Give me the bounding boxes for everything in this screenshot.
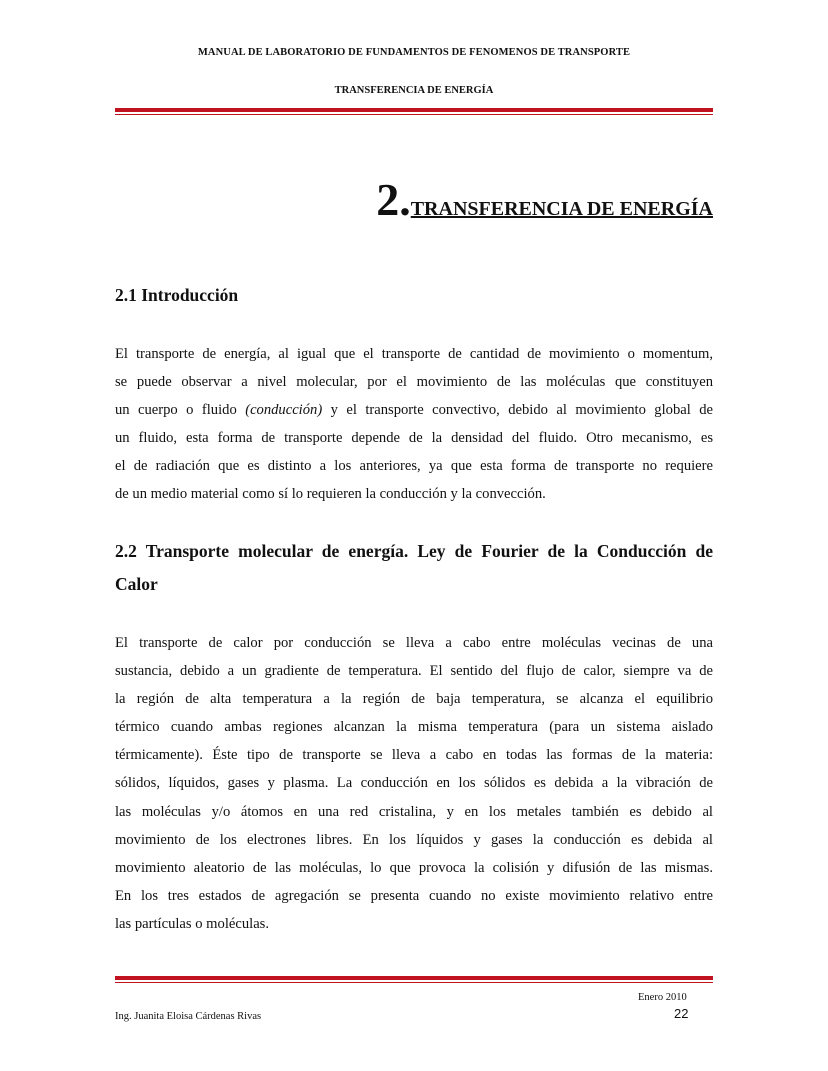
paragraph-text: y el transporte convectivo, debido al movimiento global de: [322, 402, 713, 419]
paragraph-text: un cuerpo o fluido: [115, 402, 246, 419]
chapter-heading: [376, 175, 713, 234]
paragraph-line: térmico cuando ambas regiones alcanzan la misma temperatura (para un sistema aislado: [115, 719, 713, 736]
paragraph-line: En los tres estados de agregación se presenta cuando no existe movimiento relativo entre: [115, 887, 713, 904]
footer-date: Enero 2010: [638, 992, 687, 1003]
paragraph-introduccion: [115, 340, 713, 509]
running-header-manual-title: MANUAL DE LABORATORIO DE FUNDAMENTOS DE FENOMENOS DE TRANSPORTE: [197, 47, 631, 58]
section-heading-fourier-line1: 2.2 Transporte molecular de energía. Ley de Fourier de la Conducción de: [115, 541, 713, 561]
running-header-chapter: TRANSFERENCIA DE ENERGÍA: [334, 85, 494, 96]
paragraph-line: térmicamente). Éste tipo de transporte se lleva a cabo en todas las formas de la materia:: [115, 747, 713, 764]
paragraph-line: movimiento aleatorio de las moléculas, lo que provoca la colisión y difusión de las mismas.: [115, 859, 713, 876]
section-heading-introduccion: 2.1 Introducción: [115, 285, 239, 305]
paragraph-line: [115, 396, 713, 424]
paragraph-line: un fluido, esta forma de transporte depende de la densidad del fluido. Otro mecanismo, es: [115, 430, 713, 447]
page-number: 22: [674, 1006, 689, 1021]
paragraph-line: las partículas o moléculas.: [115, 915, 269, 932]
paragraph-line: de un medio material como sí lo requieren la conducción y la convección.: [115, 486, 546, 503]
paragraph-line: El transporte de calor por conducción se lleva a cabo entre moléculas vecinas de una: [115, 635, 713, 651]
paragraph-line: las moléculas y/o átomos en una red cristalina, y en los metales también es debido al: [115, 803, 713, 820]
chapter-title: TRANSFERENCIA DE ENERGÍA: [410, 198, 713, 220]
paragraph-line: El transporte de energía, al igual que el transporte de cantidad de movimiento o momentum,: [115, 346, 713, 362]
emphasis-conduccion: (conducción): [245, 402, 323, 419]
footer-divider: [115, 976, 713, 983]
footer-author: Ing. Juanita Eloisa Cárdenas Rivas: [115, 1011, 262, 1022]
chapter-number: 2.: [376, 174, 411, 225]
paragraph-line: movimiento de los electrones libres. En los líquidos y gases la conducción es debida al: [115, 831, 713, 848]
paragraph-line: la región de alta temperatura a la región de baja temperatura, se alcanza el equilibrio: [115, 691, 713, 708]
header-divider: [115, 108, 713, 115]
paragraph-fourier: [115, 629, 713, 938]
paragraph-line: el de radiación que es distinto a los anteriores, ya que esta forma de transporte no requiere: [115, 458, 713, 475]
paragraph-line: sólidos, líquidos, gases y plasma. La conducción en los sólidos es debida a la vibración de: [115, 775, 713, 792]
paragraph-line: se puede observar a nivel molecular, por el movimiento de las moléculas que constituyen: [115, 374, 713, 391]
paragraph-line: sustancia, debido a un gradiente de temperatura. El sentido del flujo de calor, siempre va de: [115, 663, 713, 680]
section-heading-fourier-line2: Calor: [115, 574, 158, 594]
